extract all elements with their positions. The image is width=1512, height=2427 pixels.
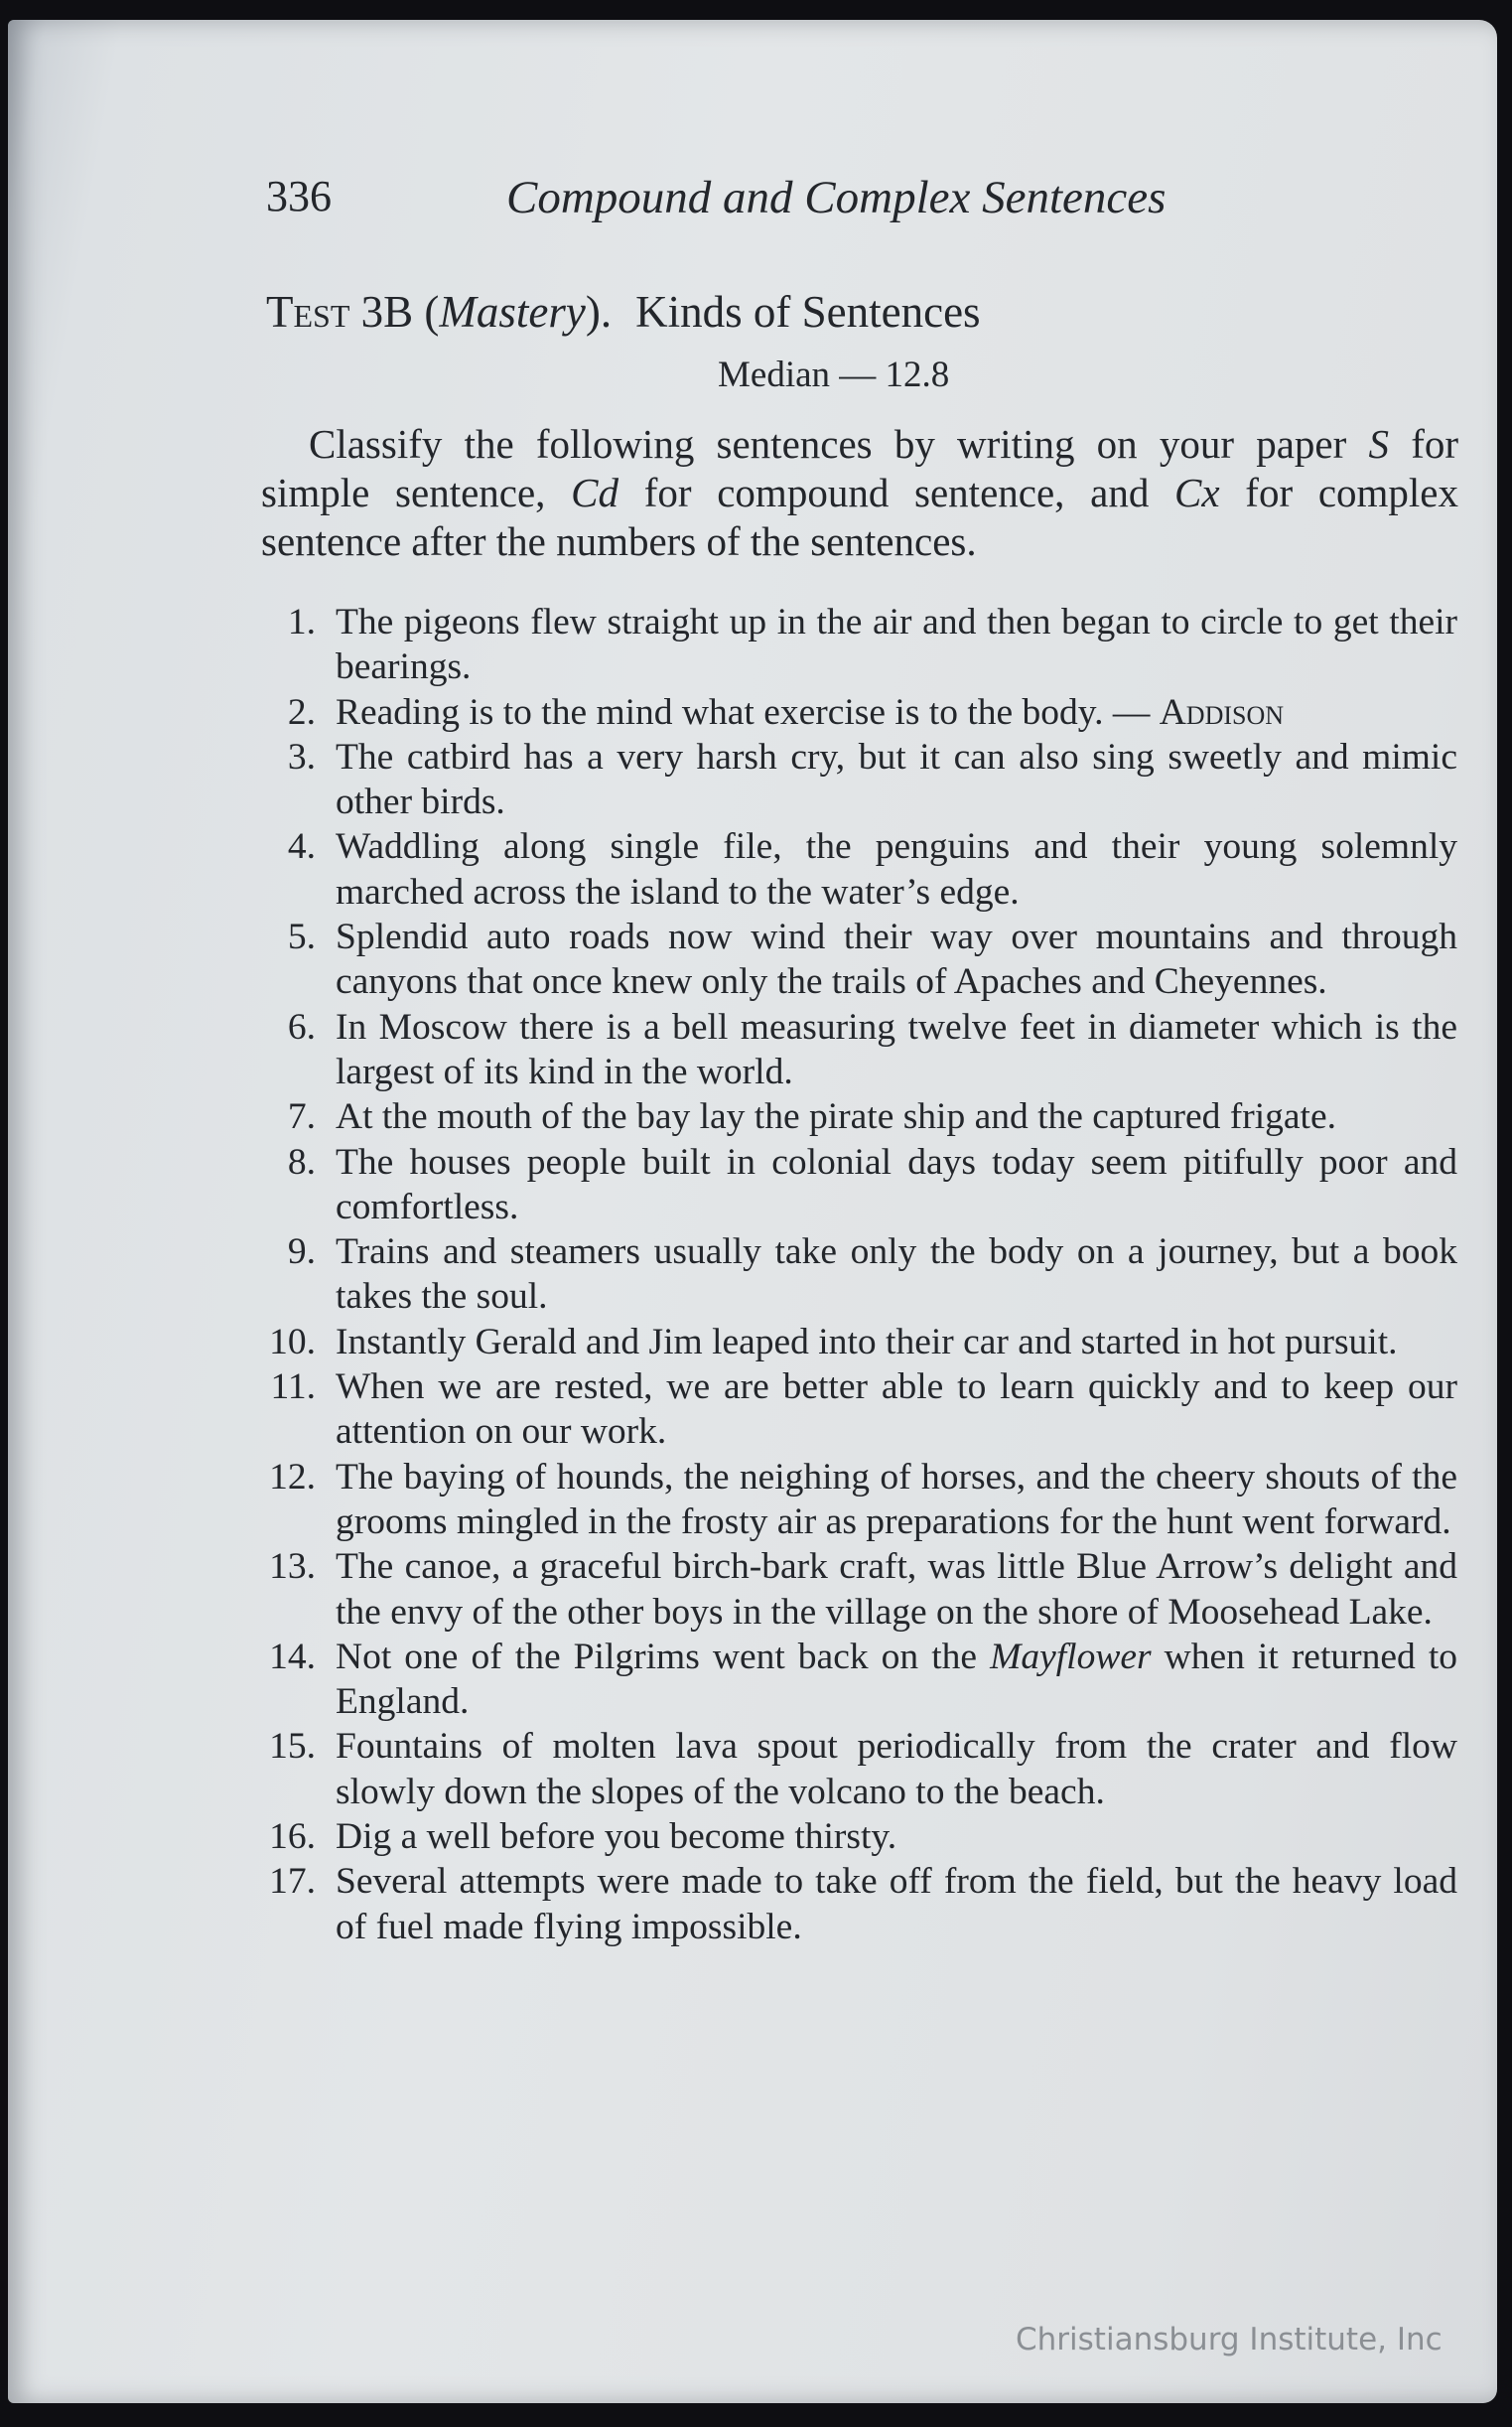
list-item xyxy=(256,1005,1457,1095)
instructions-paragraph: Classify the following sentences by writing on your paper S for simple sentence, Cd for compound sentence, and Cx for complex sentence after the numbers of the sentences. xyxy=(261,421,1459,564)
sentence-list xyxy=(256,600,1457,1949)
item-text: Trains and steamers usually take only the body on a journey, but a book takes the soul. xyxy=(336,1231,1457,1318)
item-number: 2. xyxy=(287,691,316,733)
item-text: At the mouth of the bay lay the pirate ship and the captured frigate. xyxy=(336,1096,1336,1138)
item-text: Reading is to the mind what exercise is to the body. — xyxy=(336,691,1160,733)
list-item xyxy=(256,690,1457,735)
list-item xyxy=(256,1320,1457,1364)
attribution: Addison xyxy=(1159,691,1285,733)
item-number: 4. xyxy=(287,826,316,868)
item-number: 6. xyxy=(287,1006,316,1048)
item-text: In Moscow there is a bell measuring twelve feet in diameter which is the largest of its kind in the world. xyxy=(336,1006,1457,1092)
test-heading: Test 3B (Mastery). Kinds of Sentences xyxy=(266,287,981,337)
list-item xyxy=(256,915,1457,1005)
ship-name: Mayflower xyxy=(990,1636,1152,1677)
item-number: 8. xyxy=(287,1141,316,1183)
book-page xyxy=(8,20,1497,2403)
item-number: 3. xyxy=(287,736,316,778)
item-text: Splendid auto roads now wind their way over mountains and through canyons that once knew only the trails of Apaches and Cheyennes. xyxy=(336,917,1457,1003)
list-item xyxy=(256,1229,1457,1320)
item-number: 15. xyxy=(269,1726,316,1768)
item-text: Dig a well before you become thirsty. xyxy=(336,1816,897,1858)
test-label: Test xyxy=(266,287,350,337)
code-compound: Cd xyxy=(571,470,619,515)
item-text: Not one of the Pilgrims went back on the xyxy=(336,1636,991,1677)
test-title: Kinds of Sentences xyxy=(635,287,981,337)
item-text: Instantly Gerald and Jim leaped into their car and started in hot pursuit. xyxy=(336,1321,1398,1362)
list-item xyxy=(256,1455,1457,1545)
item-text: The canoe, a graceful birch-bark craft, was little Blue Arrow’s delight and the envy of the other boys in the village on the shore of Moosehead Lake. xyxy=(336,1546,1457,1633)
list-item xyxy=(256,1814,1457,1859)
item-text: Several attempts were made to take off from the field, but the heavy load of fuel made flying impossible. xyxy=(336,1861,1457,1947)
list-item xyxy=(256,600,1457,690)
item-number: 11. xyxy=(270,1366,316,1408)
item-text: The baying of hounds, the neighing of horses, and the cheery shouts of the grooms mingled in the frosty air as preparations for the hunt went forward. xyxy=(336,1456,1457,1542)
list-item xyxy=(256,1140,1457,1230)
code-complex: Cx xyxy=(1174,470,1220,515)
item-text: Fountains of molten lava spout periodically from the crater and flow slowly down the slopes of the volcano to the beach. xyxy=(336,1726,1457,1812)
running-head xyxy=(266,171,1259,230)
item-text: The pigeons flew straight up in the air and then began to circle to get their bearings. xyxy=(336,602,1457,688)
item-number: 13. xyxy=(269,1546,316,1588)
list-item xyxy=(256,1364,1457,1455)
test-id: 3B xyxy=(360,287,414,337)
item-text: Waddling along single file, the penguins and their young solemnly marched across the island to the water’s edge. xyxy=(336,826,1457,913)
item-number: 9. xyxy=(287,1231,316,1273)
page-number: 336 xyxy=(266,172,332,220)
list-item xyxy=(256,824,1457,915)
list-item xyxy=(256,1094,1457,1139)
item-number: 17. xyxy=(269,1861,316,1903)
item-number: 14. xyxy=(269,1636,316,1677)
item-number: 16. xyxy=(269,1816,316,1858)
list-item xyxy=(256,1544,1457,1635)
list-item xyxy=(256,1635,1457,1725)
item-text: The houses people built in colonial days today seem pitifully poor and comfortless. xyxy=(336,1141,1457,1227)
running-title: Compound and Complex Sentences xyxy=(506,172,1167,223)
item-text: The catbird has a very harsh cry, but it can also sing sweetly and mimic other birds. xyxy=(336,736,1457,823)
mastery-label: Mastery xyxy=(439,287,586,337)
item-number: 10. xyxy=(269,1321,316,1362)
item-number: 5. xyxy=(287,917,316,958)
item-number: 7. xyxy=(287,1096,316,1138)
list-item xyxy=(256,1859,1457,1949)
item-number: 12. xyxy=(269,1456,316,1498)
watermark: Christiansburg Institute, Inc xyxy=(1016,2322,1443,2357)
list-item xyxy=(256,1724,1457,1814)
item-text: When we are rested, we are better able to learn quickly and to keep our attention on our work. xyxy=(336,1366,1457,1453)
list-item xyxy=(256,735,1457,825)
item-number: 1. xyxy=(287,602,316,642)
median-line: Median — 12.8 xyxy=(718,355,950,395)
code-simple: S xyxy=(1368,421,1389,467)
item-text-after: when it returned to England. xyxy=(336,1636,1457,1723)
